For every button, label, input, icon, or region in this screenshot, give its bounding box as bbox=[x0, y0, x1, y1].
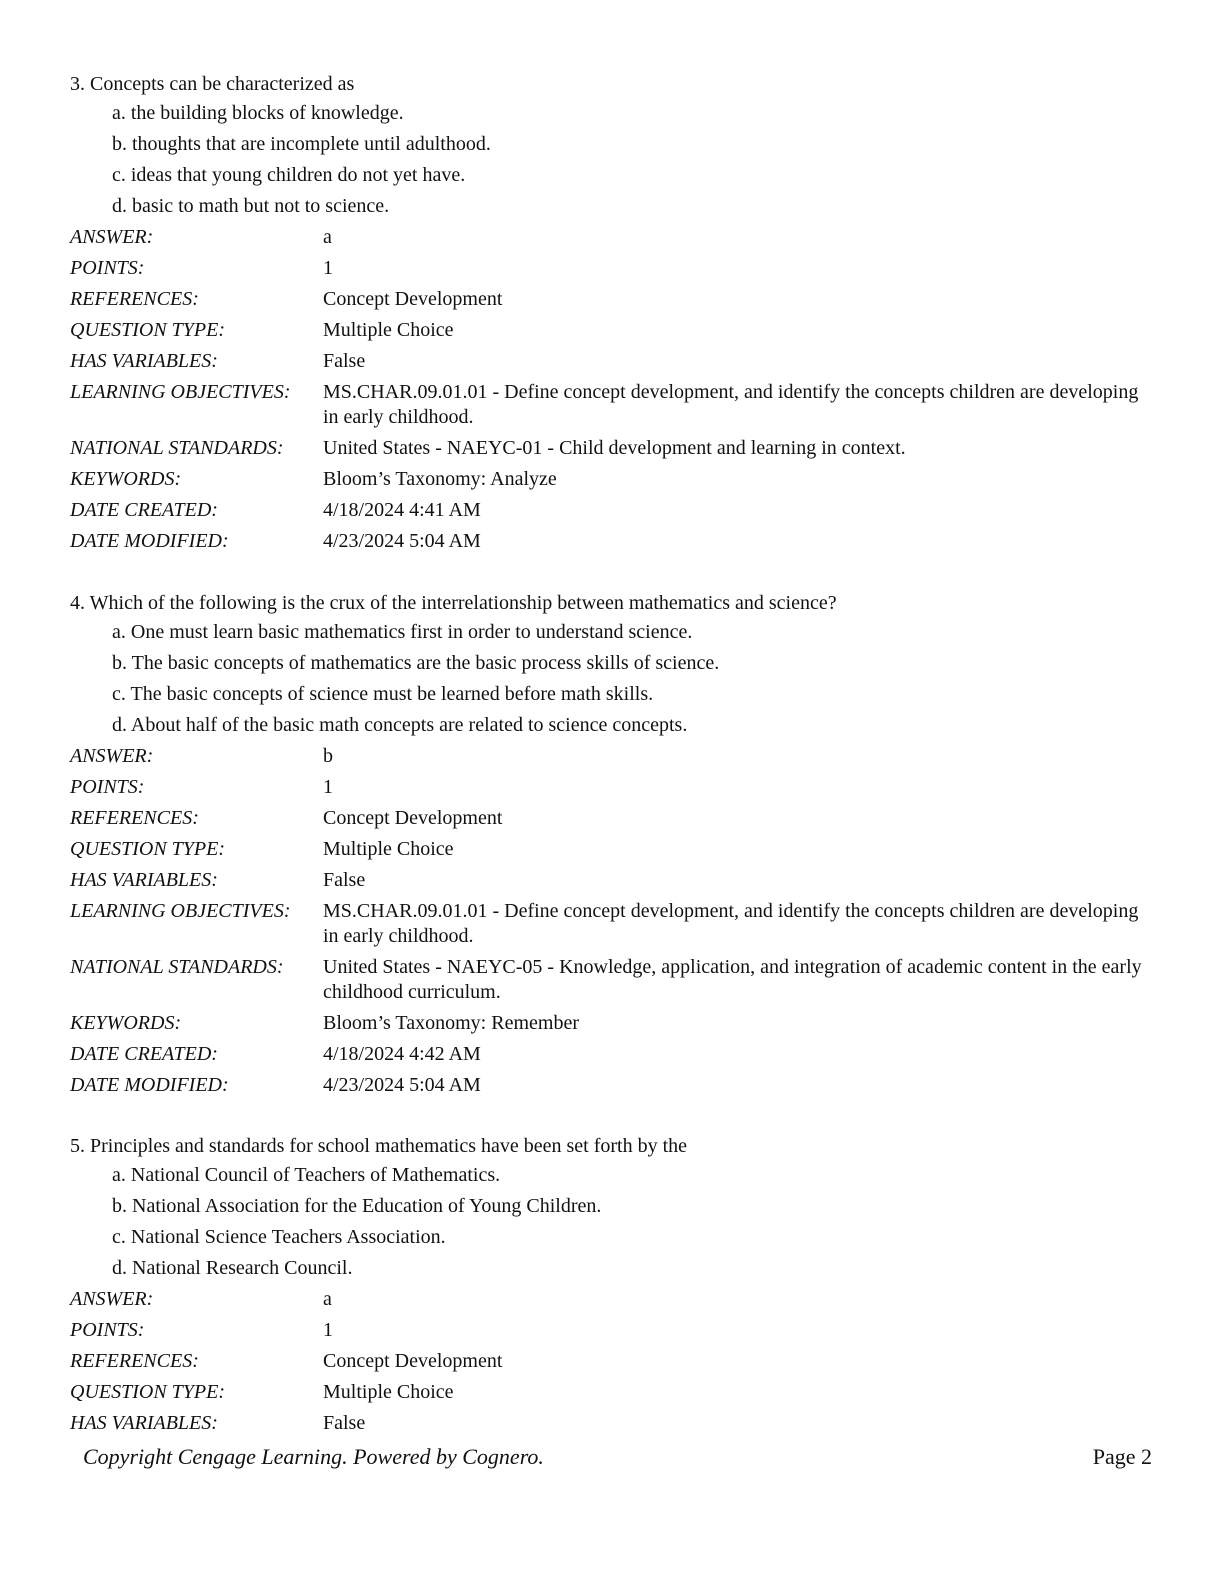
meta-value: 1 bbox=[323, 776, 333, 798]
meta-label: HAS VARIABLES: bbox=[70, 869, 218, 891]
meta-value: MS.CHAR.09.01.01 - Define concept development, and identify the concepts children are developing in early childhood. bbox=[323, 900, 1139, 947]
meta-label: DATE MODIFIED: bbox=[70, 530, 229, 552]
meta-label: NATIONAL STANDARDS: bbox=[70, 956, 284, 978]
meta-label: ANSWER: bbox=[70, 1288, 154, 1310]
meta-label: REFERENCES: bbox=[70, 807, 199, 829]
answer-option-a: a. National Council of Teachers of Mathematics. bbox=[112, 1164, 501, 1186]
meta-value: 4/18/2024 4:42 AM bbox=[323, 1043, 481, 1065]
meta-label: KEYWORDS: bbox=[70, 1012, 182, 1034]
answer-option-d: d. About half of the basic math concepts are related to science concepts. bbox=[112, 714, 688, 736]
meta-value: 4/18/2024 4:41 AM bbox=[323, 499, 481, 521]
meta-answer bbox=[70, 1284, 1150, 1315]
meta-value: 1 bbox=[323, 257, 333, 279]
meta-references bbox=[70, 284, 1150, 315]
meta-label: POINTS: bbox=[70, 257, 145, 279]
meta-national-standards bbox=[70, 952, 1150, 1008]
meta-value: False bbox=[323, 1412, 366, 1434]
meta-has-variables bbox=[70, 1408, 1150, 1439]
answer-option-b: b. thoughts that are incomplete until adulthood. bbox=[112, 133, 491, 155]
answer-option-a: a. the building blocks of knowledge. bbox=[112, 102, 404, 124]
meta-label: DATE CREATED: bbox=[70, 1043, 218, 1065]
meta-value: a bbox=[323, 226, 332, 248]
meta-label: POINTS: bbox=[70, 776, 145, 798]
meta-value: United States - NAEYC-05 - Knowledge, application, and integration of academic content in the early childhood curriculum. bbox=[323, 956, 1142, 1003]
question-3 bbox=[70, 70, 1150, 557]
question-metadata bbox=[70, 222, 1150, 557]
question-stem: 4. Which of the following is the crux of the interrelationship between mathematics and science? bbox=[70, 592, 837, 614]
meta-value: Concept Development bbox=[323, 1350, 503, 1372]
meta-label: ANSWER: bbox=[70, 745, 154, 767]
meta-references bbox=[70, 803, 1150, 834]
meta-question-type bbox=[70, 834, 1150, 865]
meta-label: DATE MODIFIED: bbox=[70, 1074, 229, 1096]
meta-label: REFERENCES: bbox=[70, 288, 199, 310]
meta-value: Bloom’s Taxonomy: Remember bbox=[323, 1012, 579, 1034]
meta-points bbox=[70, 253, 1150, 284]
meta-label: QUESTION TYPE: bbox=[70, 1381, 226, 1403]
question-stem: 3. Concepts can be characterized as bbox=[70, 73, 355, 95]
question-4 bbox=[70, 589, 1150, 1101]
meta-value: Multiple Choice bbox=[323, 1381, 454, 1403]
meta-points bbox=[70, 772, 1150, 803]
meta-value: 1 bbox=[323, 1319, 333, 1341]
page-number: Page 2 bbox=[1092, 1444, 1152, 1469]
meta-label: QUESTION TYPE: bbox=[70, 838, 226, 860]
copyright-notice: Copyright Cengage Learning. Powered by Cognero. bbox=[83, 1444, 544, 1469]
meta-value: Multiple Choice bbox=[323, 319, 454, 341]
meta-learning-objectives bbox=[70, 377, 1150, 433]
answer-option-c: c. National Science Teachers Association. bbox=[112, 1226, 446, 1248]
meta-label: NATIONAL STANDARDS: bbox=[70, 437, 284, 459]
meta-date-created bbox=[70, 1039, 1150, 1070]
meta-label: KEYWORDS: bbox=[70, 468, 182, 490]
meta-value: False bbox=[323, 350, 366, 372]
meta-value: a bbox=[323, 1288, 332, 1310]
meta-has-variables bbox=[70, 865, 1150, 896]
meta-date-created bbox=[70, 495, 1150, 526]
answer-option-d: d. basic to math but not to science. bbox=[112, 195, 390, 217]
question-stem: 5. Principles and standards for school mathematics have been set forth by the bbox=[70, 1135, 688, 1157]
meta-value: United States - NAEYC-01 - Child development and learning in context. bbox=[323, 437, 906, 459]
meta-keywords bbox=[70, 1008, 1150, 1039]
answer-option-d: d. National Research Council. bbox=[112, 1257, 353, 1279]
answer-option-b: b. National Association for the Education of Young Children. bbox=[112, 1195, 602, 1217]
meta-label: HAS VARIABLES: bbox=[70, 1412, 218, 1434]
meta-date-modified bbox=[70, 526, 1150, 557]
meta-question-type bbox=[70, 1377, 1150, 1408]
meta-has-variables bbox=[70, 346, 1150, 377]
meta-value: 4/23/2024 5:04 AM bbox=[323, 1074, 481, 1096]
answer-option-a: a. One must learn basic mathematics first in order to understand science. bbox=[112, 621, 693, 643]
meta-references bbox=[70, 1346, 1150, 1377]
meta-label: DATE CREATED: bbox=[70, 499, 218, 521]
answer-option-b: b. The basic concepts of mathematics are the basic process skills of science. bbox=[112, 652, 720, 674]
meta-learning-objectives bbox=[70, 896, 1150, 952]
meta-date-modified bbox=[70, 1070, 1150, 1101]
meta-value: 4/23/2024 5:04 AM bbox=[323, 530, 481, 552]
meta-keywords bbox=[70, 464, 1150, 495]
meta-value: MS.CHAR.09.01.01 - Define concept development, and identify the concepts children are developing in early childhood. bbox=[323, 381, 1139, 428]
meta-value: False bbox=[323, 869, 366, 891]
meta-label: ANSWER: bbox=[70, 226, 154, 248]
answer-option-c: c. ideas that young children do not yet have. bbox=[112, 164, 466, 186]
meta-answer bbox=[70, 741, 1150, 772]
meta-national-standards bbox=[70, 433, 1150, 464]
question-5 bbox=[70, 1132, 1150, 1439]
meta-label: POINTS: bbox=[70, 1319, 145, 1341]
meta-value: Concept Development bbox=[323, 807, 503, 829]
meta-question-type bbox=[70, 315, 1150, 346]
meta-value: b bbox=[323, 745, 333, 767]
answer-option-c: c. The basic concepts of science must be learned before math skills. bbox=[112, 683, 654, 705]
meta-value: Multiple Choice bbox=[323, 838, 454, 860]
meta-label: REFERENCES: bbox=[70, 1350, 199, 1372]
meta-label: LEARNING OBJECTIVES: bbox=[70, 381, 291, 403]
question-metadata bbox=[70, 1284, 1150, 1439]
meta-points bbox=[70, 1315, 1150, 1346]
page-footer bbox=[83, 1442, 1152, 1472]
meta-value: Bloom’s Taxonomy: Analyze bbox=[323, 468, 557, 490]
meta-value: Concept Development bbox=[323, 288, 503, 310]
meta-label: HAS VARIABLES: bbox=[70, 350, 218, 372]
meta-label: LEARNING OBJECTIVES: bbox=[70, 900, 291, 922]
meta-label: QUESTION TYPE: bbox=[70, 319, 226, 341]
question-metadata bbox=[70, 741, 1150, 1101]
meta-answer bbox=[70, 222, 1150, 253]
